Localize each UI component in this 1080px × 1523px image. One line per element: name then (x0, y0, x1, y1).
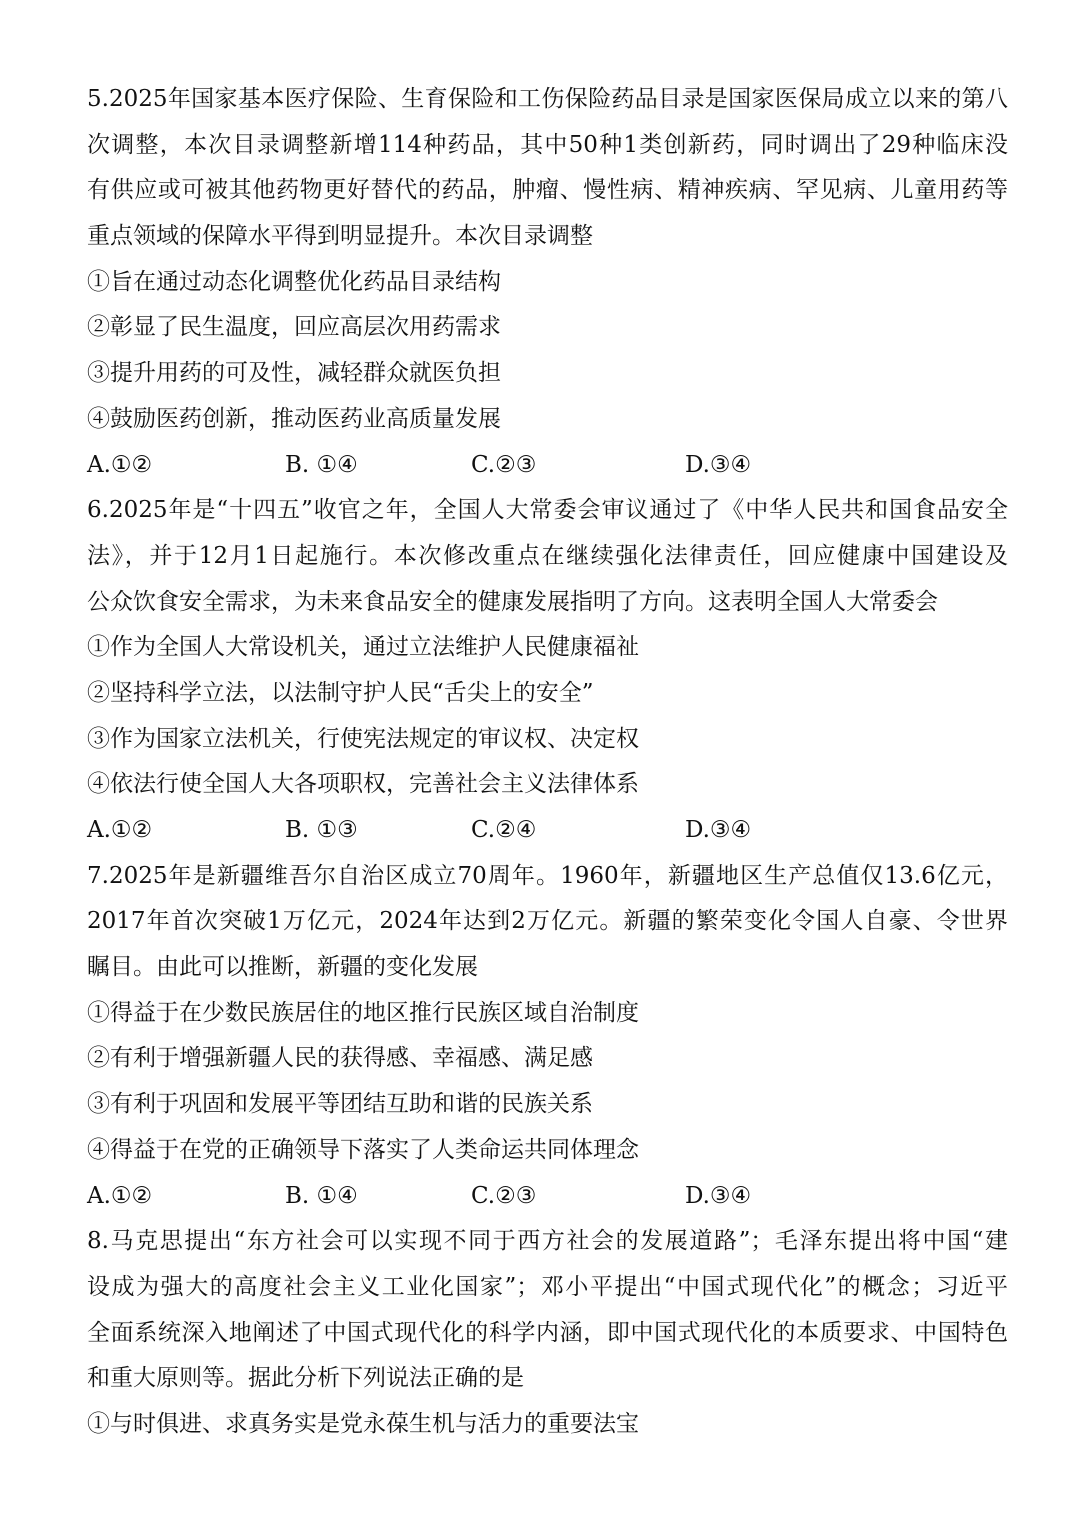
statement: ④得益于在党的正确领导下落实了人类命运共同体理念 (87, 1136, 639, 1163)
question-stem-line: 2017年首次突破1万亿元，2024年达到2万亿元。新疆的繁荣变化令国人自豪、令世界 (87, 908, 1008, 935)
question-stem-line: 公众饮食安全需求，为未来食品安全的健康发展指明了方向。这表明全国人大常委会 (87, 588, 938, 615)
answer-options (87, 1174, 1008, 1220)
option-a: A.①② (87, 817, 153, 843)
question-5 (87, 77, 1008, 488)
question-8 (87, 1219, 1008, 1447)
question-stem-line: 次调整，本次目录调整新增114种药品，其中50种1类创新药，同时调出了29种临床没 (87, 131, 1008, 158)
question-stem-line: 设成为强大的高度社会主义工业化国家”；邓小平提出“中国式现代化”的概念；习近平 (87, 1273, 1008, 1300)
statement: ③有利于巩固和发展平等团结互助和谐的民族关系 (87, 1091, 593, 1118)
question-6 (87, 488, 1008, 854)
question-stem-line: 5.2025年国家基本医疗保险、生育保险和工伤保险药品目录是国家医保局成立以来的第八 (87, 86, 1008, 112)
option-d: D.③④ (685, 1182, 752, 1209)
statement: ①旨在通过动态化调整优化药品目录结构 (87, 268, 501, 295)
option-c: C.②③ (471, 1182, 537, 1209)
option-b: B. ①③ (285, 817, 358, 843)
question-stem-line: 和重大原则等。据此分析下列说法正确的是 (87, 1365, 524, 1392)
option-c: C.②③ (471, 451, 537, 478)
option-d: D.③④ (685, 451, 752, 478)
statement: ①作为全国人大常设机关，通过立法维护人民健康福祉 (87, 634, 639, 661)
question-stem-line: 全面系统深入地阐述了中国式现代化的科学内涵，即中国式现代化的本质要求、中国特色 (87, 1319, 1008, 1346)
answer-options (87, 443, 1008, 489)
option-c: C.②④ (471, 817, 537, 843)
statement: ④鼓励医药创新，推动医药业高质量发展 (87, 405, 501, 432)
question-stem-line: 重点领域的保障水平得到明显提升。本次目录调整 (87, 223, 593, 250)
question-7 (87, 854, 1008, 1220)
question-stem-line: 8.马克思提出“东方社会可以实现不同于西方社会的发展道路”；毛泽东提出将中国“建 (87, 1228, 1008, 1255)
statement: ③提升用药的可及性，减轻群众就医负担 (87, 360, 501, 387)
statement: ③作为国家立法机关，行使宪法规定的审议权、决定权 (87, 725, 639, 752)
question-stem-line: 6.2025年是“十四五”收官之年，全国人大常委会审议通过了《中华人民共和国食品安全 (87, 497, 1008, 524)
question-stem-line: 7.2025年是新疆维吾尔自治区成立70周年。1960年，新疆地区生产总值仅13.6亿元， (87, 862, 1008, 889)
option-a: A.①② (87, 451, 153, 478)
option-b: B. ①④ (285, 1182, 358, 1209)
option-a: A.①② (87, 1182, 153, 1209)
statement: ①与时俱进、求真务实是党永葆生机与活力的重要法宝 (87, 1410, 639, 1437)
statement: ①得益于在少数民族居住的地区推行民族区域自治制度 (87, 999, 639, 1026)
answer-options (87, 808, 1008, 854)
statement: ②坚持科学立法，以法制守护人民“舌尖上的安全” (87, 679, 594, 706)
question-stem-line: 有供应或可被其他药物更好替代的药品，肿瘤、慢性病、精神疾病、罕见病、儿童用药等 (87, 177, 1008, 204)
statement: ②有利于增强新疆人民的获得感、幸福感、满足感 (87, 1045, 593, 1072)
option-d: D.③④ (685, 817, 752, 843)
question-stem-line: 法》，并于12月1日起施行。本次修改重点在继续强化法律责任，回应健康中国建设及 (87, 542, 1008, 569)
question-stem-line: 瞩目。由此可以推断，新疆的变化发展 (87, 954, 478, 981)
statement: ②彰显了民生温度，回应高层次用药需求 (87, 314, 501, 341)
statement: ④依法行使全国人大各项职权，完善社会主义法律体系 (87, 771, 639, 798)
option-b: B. ①④ (285, 451, 358, 478)
